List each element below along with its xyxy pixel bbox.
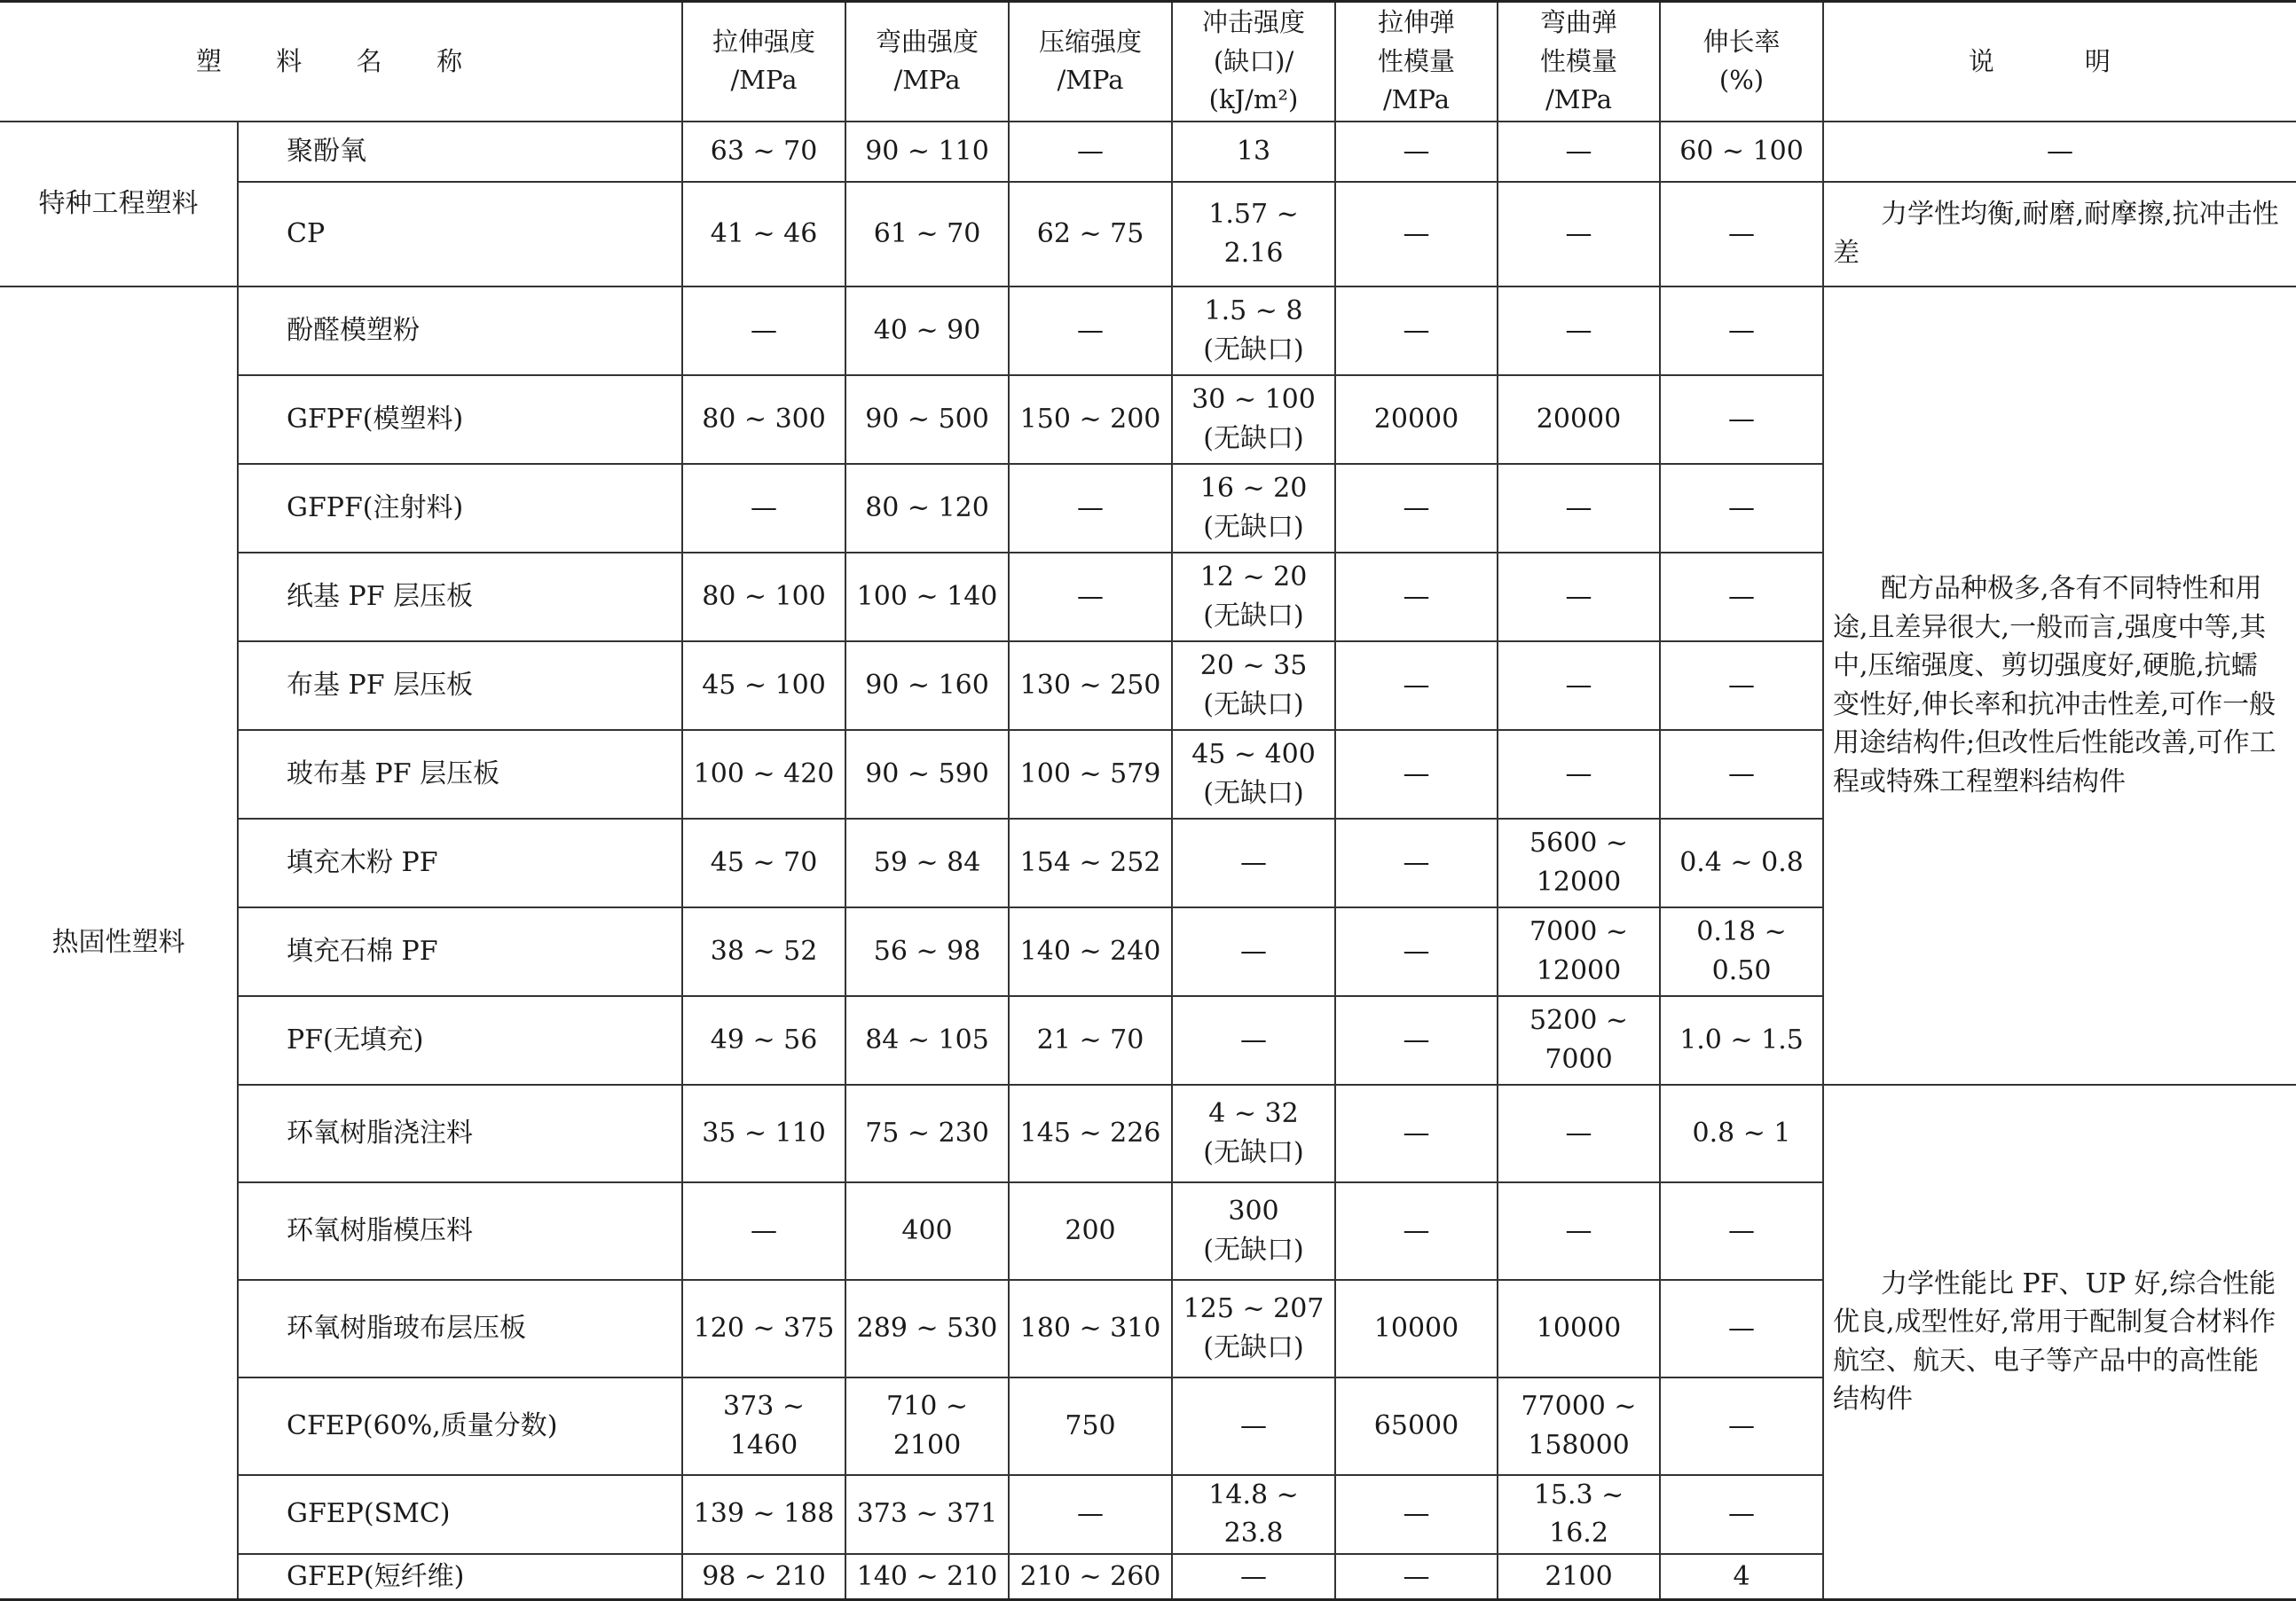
header-row — [0, 2, 2296, 122]
cell-elongation: 0.4 ~ 0.8 — [1660, 819, 1823, 907]
cell-impact: — — [1172, 819, 1335, 907]
cell-compressive: 145 ~ 226 — [1009, 1085, 1172, 1182]
cell-elongation: — — [1660, 1377, 1823, 1475]
cell-elongation: — — [1660, 286, 1823, 375]
cell-impact: 1.5 ~ 8 (无缺口) — [1172, 286, 1335, 375]
cell-elongation: — — [1660, 464, 1823, 553]
cell-compressive: 154 ~ 252 — [1009, 819, 1172, 907]
cell-flexural-modulus: — — [1498, 122, 1660, 182]
cell-flexural-modulus: — — [1498, 1182, 1660, 1280]
cell-compressive: — — [1009, 553, 1172, 641]
cell-flexural: 90 ~ 160 — [845, 641, 1009, 730]
cell-tensile-modulus: — — [1335, 907, 1498, 996]
cell-flexural-modulus: 77000 ~ 158000 — [1498, 1377, 1660, 1475]
cell-tensile: 139 ~ 188 — [682, 1475, 845, 1554]
cell-tensile: 80 ~ 300 — [682, 375, 845, 464]
cell-elongation: — — [1660, 1182, 1823, 1280]
cell-compressive: 200 — [1009, 1182, 1172, 1280]
cell-compressive: 150 ~ 200 — [1009, 375, 1172, 464]
cell-flexural: 140 ~ 210 — [845, 1554, 1009, 1600]
cell-tensile-modulus: — — [1335, 182, 1498, 286]
cell-flexural: 710 ~ 2100 — [845, 1377, 1009, 1475]
cell-impact: 125 ~ 207 (无缺口) — [1172, 1280, 1335, 1377]
cell-flexural: 90 ~ 590 — [845, 730, 1009, 819]
cell-flexural-modulus: — — [1498, 464, 1660, 553]
cell-flexural: 289 ~ 530 — [845, 1280, 1009, 1377]
material-name: CP — [238, 182, 682, 286]
cell-tensile-modulus: 20000 — [1335, 375, 1498, 464]
cell-flexural: 61 ~ 70 — [845, 182, 1009, 286]
cell-impact: 30 ~ 100 (无缺口) — [1172, 375, 1335, 464]
cell-tensile-modulus: — — [1335, 1182, 1498, 1280]
cell-flexural-modulus: 5200 ~ 7000 — [1498, 996, 1660, 1085]
cell-flexural-modulus: — — [1498, 1085, 1660, 1182]
cell-tensile: — — [682, 286, 845, 375]
cell-tensile: 80 ~ 100 — [682, 553, 845, 641]
cell-tensile-modulus: — — [1335, 553, 1498, 641]
cell-tensile: 98 ~ 210 — [682, 1554, 845, 1600]
material-name: GFPF(注射料) — [238, 464, 682, 553]
cell-flexural-modulus: 7000 ~ 12000 — [1498, 907, 1660, 996]
cell-impact: 1.57 ~ 2.16 — [1172, 182, 1335, 286]
cell-flexural-modulus: 15.3 ~ 16.2 — [1498, 1475, 1660, 1554]
material-name: CFEP(60%,质量分数) — [238, 1377, 682, 1475]
cell-tensile: — — [682, 1182, 845, 1280]
note-cell: — — [1823, 122, 2296, 182]
note-cell: 力学性能比 PF、UP 好,综合性能优良,成型性好,常用于配制复合材料作航空、航天、电子等产品中的高性能结构件 — [1823, 1085, 2296, 1600]
cell-tensile-modulus: — — [1335, 1085, 1498, 1182]
cell-flexural-modulus: 2100 — [1498, 1554, 1660, 1600]
cell-impact: 12 ~ 20 (无缺口) — [1172, 553, 1335, 641]
cell-impact: 14.8 ~ 23.8 — [1172, 1475, 1335, 1554]
cell-flexural-modulus: — — [1498, 182, 1660, 286]
cell-compressive: 21 ~ 70 — [1009, 996, 1172, 1085]
cell-elongation: 60 ~ 100 — [1660, 122, 1823, 182]
cell-compressive: 140 ~ 240 — [1009, 907, 1172, 996]
material-name: GFEP(短纤维) — [238, 1554, 682, 1600]
cell-elongation: — — [1660, 730, 1823, 819]
cell-flexural: 80 ~ 120 — [845, 464, 1009, 553]
cell-tensile-modulus: — — [1335, 641, 1498, 730]
cell-flexural: 75 ~ 230 — [845, 1085, 1009, 1182]
cell-tensile-modulus: 10000 — [1335, 1280, 1498, 1377]
cell-compressive: 750 — [1009, 1377, 1172, 1475]
table-row — [0, 1085, 2296, 1182]
cell-compressive: — — [1009, 1475, 1172, 1554]
cell-elongation: — — [1660, 553, 1823, 641]
cell-compressive: 130 ~ 250 — [1009, 641, 1172, 730]
note-cell: 力学性均衡,耐磨,耐摩擦,抗冲击性差 — [1823, 182, 2296, 286]
material-name: GFPF(模塑料) — [238, 375, 682, 464]
cell-compressive: 210 ~ 260 — [1009, 1554, 1172, 1600]
cell-flexural: 90 ~ 110 — [845, 122, 1009, 182]
cell-flexural-modulus: 10000 — [1498, 1280, 1660, 1377]
cell-tensile: 45 ~ 100 — [682, 641, 845, 730]
cell-impact: 13 — [1172, 122, 1335, 182]
material-name: 填充木粉 PF — [238, 819, 682, 907]
table-body — [0, 122, 2296, 1600]
group-cell: 热固性塑料 — [0, 286, 238, 1600]
note-cell: 配方品种极多,各有不同特性和用途,且差异很大,一般而言,强度中等,其中,压缩强度、剪切强度好,硬脆,抗蠕变性好,伸长率和抗冲击性差,可作一般用途结构件;但改性后性能改善,可作工程或特殊工程塑料结构件 — [1823, 286, 2296, 1085]
material-name: 酚醛模塑粉 — [238, 286, 682, 375]
material-name: PF(无填充) — [238, 996, 682, 1085]
cell-elongation: — — [1660, 641, 1823, 730]
cell-tensile-modulus: — — [1335, 730, 1498, 819]
material-name: 环氧树脂浇注料 — [238, 1085, 682, 1182]
cell-compressive: 100 ~ 579 — [1009, 730, 1172, 819]
material-name: 玻布基 PF 层压板 — [238, 730, 682, 819]
material-name: 纸基 PF 层压板 — [238, 553, 682, 641]
material-name: 布基 PF 层压板 — [238, 641, 682, 730]
cell-tensile-modulus: — — [1335, 464, 1498, 553]
cell-compressive: — — [1009, 464, 1172, 553]
table-row — [0, 286, 2296, 375]
header-elongation: 伸长率 (%) — [1660, 2, 1823, 122]
material-name: 填充石棉 PF — [238, 907, 682, 996]
cell-flexural: 373 ~ 371 — [845, 1475, 1009, 1554]
header-tensile: 拉伸强度 /MPa — [682, 2, 845, 122]
cell-elongation: 0.8 ~ 1 — [1660, 1085, 1823, 1182]
cell-flexural: 90 ~ 500 — [845, 375, 1009, 464]
cell-tensile-modulus: — — [1335, 996, 1498, 1085]
header-name: 塑 料 名 称 — [0, 2, 682, 122]
cell-impact: — — [1172, 1554, 1335, 1600]
cell-tensile: 45 ~ 70 — [682, 819, 845, 907]
cell-tensile-modulus: — — [1335, 122, 1498, 182]
cell-compressive: — — [1009, 286, 1172, 375]
cell-elongation: 0.18 ~ 0.50 — [1660, 907, 1823, 996]
group-cell: 特种工程塑料 — [0, 122, 238, 286]
cell-tensile-modulus: — — [1335, 1475, 1498, 1554]
cell-flexural-modulus: — — [1498, 286, 1660, 375]
cell-tensile: 41 ~ 46 — [682, 182, 845, 286]
cell-flexural-modulus: 5600 ~ 12000 — [1498, 819, 1660, 907]
cell-tensile: 35 ~ 110 — [682, 1085, 845, 1182]
cell-tensile: 373 ~ 1460 — [682, 1377, 845, 1475]
cell-impact: 16 ~ 20 (无缺口) — [1172, 464, 1335, 553]
cell-impact: 45 ~ 400 (无缺口) — [1172, 730, 1335, 819]
cell-elongation: — — [1660, 1475, 1823, 1554]
material-name: 聚酚氧 — [238, 122, 682, 182]
cell-tensile: — — [682, 464, 845, 553]
cell-tensile: 100 ~ 420 — [682, 730, 845, 819]
cell-elongation: — — [1660, 375, 1823, 464]
cell-elongation: — — [1660, 182, 1823, 286]
table-row — [0, 122, 2296, 182]
cell-impact: — — [1172, 907, 1335, 996]
material-name: 环氧树脂玻布层压板 — [238, 1280, 682, 1377]
cell-tensile-modulus: — — [1335, 819, 1498, 907]
header-compressive: 压缩强度 /MPa — [1009, 2, 1172, 122]
cell-tensile: 49 ~ 56 — [682, 996, 845, 1085]
cell-flexural: 84 ~ 105 — [845, 996, 1009, 1085]
cell-flexural: 400 — [845, 1182, 1009, 1280]
cell-flexural-modulus: 20000 — [1498, 375, 1660, 464]
cell-flexural-modulus: — — [1498, 641, 1660, 730]
cell-impact: — — [1172, 1377, 1335, 1475]
header-impact: 冲击强度 (缺口)/ (kJ/m²) — [1172, 2, 1335, 122]
table-row — [0, 182, 2296, 286]
cell-impact: — — [1172, 996, 1335, 1085]
cell-elongation: 1.0 ~ 1.5 — [1660, 996, 1823, 1085]
cell-tensile-modulus: 65000 — [1335, 1377, 1498, 1475]
cell-flexural-modulus: — — [1498, 553, 1660, 641]
cell-impact: 4 ~ 32 (无缺口) — [1172, 1085, 1335, 1182]
header-note: 说 明 — [1823, 2, 2296, 122]
cell-tensile-modulus: — — [1335, 1554, 1498, 1600]
cell-flexural-modulus: — — [1498, 730, 1660, 819]
cell-flexural: 40 ~ 90 — [845, 286, 1009, 375]
cell-tensile-modulus: — — [1335, 286, 1498, 375]
cell-elongation: 4 — [1660, 1554, 1823, 1600]
cell-compressive: 62 ~ 75 — [1009, 182, 1172, 286]
cell-impact: 300 (无缺口) — [1172, 1182, 1335, 1280]
header-flexural: 弯曲强度 /MPa — [845, 2, 1009, 122]
header-flexural-modulus: 弯曲弹 性模量 /MPa — [1498, 2, 1660, 122]
material-name: GFEP(SMC) — [238, 1475, 682, 1554]
cell-impact: 20 ~ 35 (无缺口) — [1172, 641, 1335, 730]
material-name: 环氧树脂模压料 — [238, 1182, 682, 1280]
cell-compressive: — — [1009, 122, 1172, 182]
cell-flexural: 59 ~ 84 — [845, 819, 1009, 907]
cell-elongation: — — [1660, 1280, 1823, 1377]
cell-tensile: 38 ~ 52 — [682, 907, 845, 996]
cell-tensile: 63 ~ 70 — [682, 122, 845, 182]
cell-tensile: 120 ~ 375 — [682, 1280, 845, 1377]
cell-flexural: 56 ~ 98 — [845, 907, 1009, 996]
cell-compressive: 180 ~ 310 — [1009, 1280, 1172, 1377]
cell-flexural: 100 ~ 140 — [845, 553, 1009, 641]
header-tensile-modulus: 拉伸弹 性模量 /MPa — [1335, 2, 1498, 122]
